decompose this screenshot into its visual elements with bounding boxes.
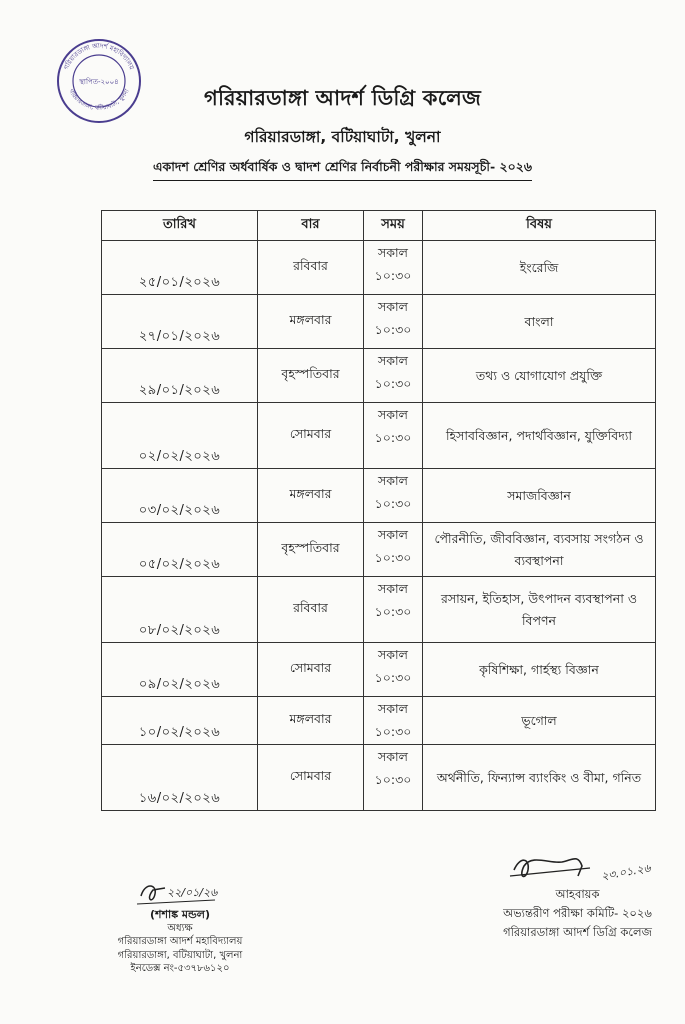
row-subject: কৃষিশিক্ষা, গার্হস্থ্য বিজ্ঞান (423, 643, 656, 697)
time-label: সকাল (378, 245, 408, 260)
table-row (102, 295, 656, 349)
principal-title: অধ্যক্ষ (167, 922, 193, 934)
row-date: ০৮/০২/২০২৬ (102, 577, 258, 643)
row-date: ০৫/০২/২০২৬ (102, 523, 258, 577)
row-time (364, 523, 423, 577)
row-time (364, 469, 423, 523)
row-subject: পৌরনীতি, জীববিজ্ঞান, ব্যবসায় সংগঠন ও ব্যবস্থাপনা (423, 523, 656, 577)
row-day: মঙ্গলবার (258, 295, 364, 349)
convener-block (490, 885, 665, 942)
principal-name: (শশাঙ্ক মন্ডল) (149, 908, 211, 921)
row-date: ০৯/০২/২০২৬ (102, 643, 258, 697)
time-value: ১০:৩০ (374, 724, 412, 739)
principal-college: গরিয়ারডাঙ্গা আদর্শ মহাবিদ্যালয় (117, 936, 243, 947)
svg-text:গরিয়ারডাঙ্গা আদর্শ মহাবিদ্যাল: গরিয়ারডাঙ্গা আদর্শ মহাবিদ্যালয় (62, 41, 136, 71)
table-header-row (102, 211, 656, 241)
row-time (364, 241, 423, 295)
row-day: সোমবার (258, 745, 364, 811)
row-date: ২৫/০১/২০২৬ (102, 241, 258, 295)
row-date: ১৬/০২/২০২৬ (102, 745, 258, 811)
header-day: বার (258, 211, 364, 241)
row-time (364, 349, 423, 403)
svg-text:২২/০১/২৬: ২২/০১/২৬ (167, 886, 218, 899)
row-date: ২৭/০১/২০২৬ (102, 295, 258, 349)
exam-routine-table (101, 210, 656, 811)
row-day: বৃহস্পতিবার (258, 523, 364, 577)
time-value: ১০:৩০ (374, 496, 412, 511)
time-label: সকাল (378, 299, 408, 314)
row-time (364, 295, 423, 349)
table-row (102, 469, 656, 523)
time-label: সকাল (378, 353, 408, 368)
row-day: রবিবার (258, 241, 364, 295)
time-value: ১০:৩০ (374, 550, 412, 565)
principal-index: ইনডেক্স নং-৫৩৭৮৬১২০ (130, 963, 230, 974)
principal-address: গরিয়ারডাঙ্গা, বটিয়াঘাটা, খুলনা (117, 949, 243, 961)
header-date: তারিখ (102, 211, 258, 241)
time-label: সকাল (378, 581, 408, 596)
row-day: বৃহস্পতিবার (258, 349, 364, 403)
exam-schedule-title: একাদশ শ্রেণির অর্ধবার্ষিক ও দ্বাদশ শ্রেণির নির্বাচনী পরীক্ষার সময়সূচী- ২০২৬ (153, 159, 532, 181)
time-label: সকাল (378, 749, 408, 764)
time-label: সকাল (378, 701, 408, 716)
time-label: সকাল (378, 647, 408, 662)
svg-text:২৩.০১.২৬: ২৩.০১.২৬ (600, 861, 652, 883)
time-value: ১০:৩০ (374, 268, 412, 283)
convener-committee: অভ্যন্তরীণ পরীক্ষা কমিটি- ২০২৬ (503, 906, 652, 920)
principal-block (100, 908, 260, 976)
time-label: সকাল (378, 473, 408, 488)
row-subject: তথ্য ও যোগাযোগ প্রযুক্তি (423, 349, 656, 403)
convener-title: আহবায়ক (555, 887, 600, 901)
row-subject: রসায়ন, ইতিহাস, উৎপাদন ব্যবস্থাপনা ও বিপণন (423, 577, 656, 643)
row-time (364, 697, 423, 745)
row-time (364, 403, 423, 469)
time-value: ১০:৩০ (374, 604, 412, 619)
table-row (102, 577, 656, 643)
row-time (364, 577, 423, 643)
row-subject: ইংরেজি (423, 241, 656, 295)
row-time (364, 745, 423, 811)
row-date: ২৯/০১/২০২৬ (102, 349, 258, 403)
row-day: সোমবার (258, 403, 364, 469)
row-date: ১০/০২/২০২৬ (102, 697, 258, 745)
row-subject: সমাজবিজ্ঞান (423, 469, 656, 523)
table-row (102, 523, 656, 577)
row-day: মঙ্গলবার (258, 469, 364, 523)
table-row (102, 403, 656, 469)
time-value: ১০:৩০ (374, 670, 412, 685)
row-subject: অর্থনীতি, ফিন্যান্স ব্যাংকিং ও বীমা, গনিত (423, 745, 656, 811)
table-row (102, 697, 656, 745)
svg-text:স্থাপিত-২০০৪: স্থাপিত-২০০৪ (79, 78, 119, 86)
time-label: সকাল (378, 527, 408, 542)
time-value: ১০:৩০ (374, 430, 412, 445)
table-row (102, 349, 656, 403)
convener-college: গরিয়ারডাঙ্গা আদর্শ ডিগ্রি কলেজ (503, 925, 652, 939)
principal-signature (135, 876, 225, 910)
row-day: মঙ্গলবার (258, 697, 364, 745)
row-subject: হিসাববিজ্ঞান, পদার্থবিজ্ঞান, যুক্তিবিদ্যা (423, 403, 656, 469)
table-row (102, 643, 656, 697)
table-row (102, 241, 656, 295)
time-value: ১০:৩০ (374, 322, 412, 337)
row-subject: ভূগোল (423, 697, 656, 745)
time-label: সকাল (378, 407, 408, 422)
row-date: ০২/০২/২০২৬ (102, 403, 258, 469)
row-time (364, 643, 423, 697)
row-date: ০৩/০২/২০২৬ (102, 469, 258, 523)
time-value: ১০:৩০ (374, 376, 412, 391)
row-day: সোমবার (258, 643, 364, 697)
time-value: ১০:৩০ (374, 772, 412, 787)
row-subject: বাংলা (423, 295, 656, 349)
college-address: গরিয়ারডাঙ্গা, বটিয়াঘাটা, খুলনা (244, 128, 441, 146)
header-subject: বিষয় (423, 211, 656, 241)
table-row (102, 745, 656, 811)
svg-text:গরিয়ারডাঙ্গা, বটিয়াঘাটা, খুল: গরিয়ারডাঙ্গা, বটিয়াঘাটা, খুলনা (67, 87, 131, 112)
row-day: রবিবার (258, 577, 364, 643)
college-name: গরিয়ারডাঙ্গা আদর্শ ডিগ্রি কলেজ (204, 86, 481, 110)
header-time: সময় (364, 211, 423, 241)
document-header (0, 82, 685, 181)
